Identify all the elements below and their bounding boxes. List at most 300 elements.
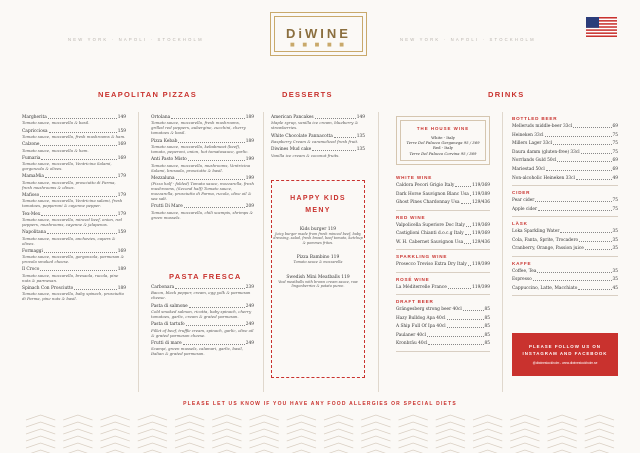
item-price: 209 bbox=[245, 204, 254, 210]
chevron-mark bbox=[138, 422, 167, 427]
dot-leader bbox=[560, 229, 611, 233]
menu-item bbox=[271, 115, 365, 130]
allergy-note: PLEASE LET US KNOW IF YOU HAVE ANY FOOD ALLERGIES OR SPECIAL DIETS bbox=[183, 401, 457, 407]
menu-item-row bbox=[512, 269, 618, 274]
menu-item-row bbox=[396, 200, 490, 205]
column-divider bbox=[138, 112, 139, 392]
menu-item-row bbox=[512, 238, 618, 243]
pizza-list-col1 bbox=[22, 115, 126, 305]
item-name: Mafioso bbox=[22, 192, 40, 198]
chevron-mark bbox=[287, 443, 316, 448]
item-description: Tomato sauce, mozzarella, mushrooms, Ventricina Salami, bresaola, prosciutto & basil. bbox=[151, 162, 251, 173]
item-price: 69 bbox=[612, 166, 618, 172]
item-description: Tomato sauce, mozzarella, prosciutto di Parma, fresh mushrooms & olives. bbox=[22, 179, 116, 190]
item-price: 135 bbox=[356, 147, 365, 153]
social-follow-box bbox=[512, 333, 618, 376]
social-links[interactable]: @diwinestockholm - www.diwinestockholm.se bbox=[532, 361, 598, 365]
house-wine-box bbox=[396, 116, 490, 165]
dot-leader bbox=[463, 307, 484, 311]
dot-leader bbox=[537, 269, 611, 273]
chevron-mark bbox=[399, 422, 428, 427]
item-name: Castiglioni Chianti d.o.c.g Italy bbox=[396, 231, 464, 237]
subsection-title: KAFFE bbox=[512, 260, 532, 266]
item-price: 45 bbox=[612, 285, 618, 291]
chevron-mark bbox=[212, 415, 241, 420]
chevron-mark bbox=[324, 429, 353, 434]
item-description: Raspberry Cream & caramelized fresh fruit. bbox=[271, 139, 359, 144]
menu-item-row bbox=[512, 176, 618, 181]
dot-leader bbox=[175, 285, 245, 289]
item-name: Frutti di mare bbox=[151, 340, 182, 346]
item-price: 119/399 bbox=[472, 262, 490, 268]
item-name: Norrlands Guld 50cl bbox=[512, 158, 557, 164]
separator bbox=[396, 210, 490, 211]
item-price: 159 bbox=[117, 128, 126, 134]
subsection-title: WHITE WINE bbox=[396, 175, 433, 180]
menu-item bbox=[151, 322, 254, 337]
chevron-mark bbox=[585, 429, 614, 434]
item-price: 35 bbox=[612, 246, 618, 252]
menu-item bbox=[22, 249, 126, 264]
dot-leader bbox=[45, 174, 117, 178]
item-description: Tomato sauce, mozzarella, baby spinach, prosciutto di Parma, pine nuts & basil. bbox=[22, 291, 124, 302]
item-description: Cold smoked salmon, ricotta, baby spinach, cherry tomatoes, garlic, cream & grated parmesan. bbox=[151, 309, 252, 319]
separator bbox=[396, 249, 490, 250]
item-price: 119/369 bbox=[472, 222, 490, 228]
menu-item-row bbox=[396, 285, 490, 290]
chevron-mark bbox=[63, 415, 92, 420]
item-name: American Pancakes bbox=[271, 115, 314, 120]
item-description: Tomato sauce, mozzarella & ham. bbox=[22, 147, 89, 153]
chevron-mark bbox=[212, 436, 241, 441]
menu-item bbox=[271, 147, 365, 157]
menu-item bbox=[512, 167, 618, 172]
subsection-title: CIDER bbox=[512, 189, 531, 195]
section-title-drinks: DRINKS bbox=[488, 90, 525, 99]
menu-item bbox=[396, 240, 490, 245]
item-name: Pizza Bambino bbox=[296, 255, 330, 261]
chevron-mark bbox=[510, 443, 539, 448]
dot-leader bbox=[40, 267, 116, 271]
menu-item bbox=[396, 324, 490, 329]
logo bbox=[270, 12, 367, 56]
item-name: Prosecco Treviso Extra Dry Italy bbox=[396, 262, 467, 268]
item-name: Caldora Pecori Grigio Italy bbox=[396, 183, 455, 188]
kids-menu-item bbox=[272, 275, 364, 289]
chevron-mark bbox=[101, 436, 130, 441]
dot-leader bbox=[448, 285, 471, 289]
menu-item bbox=[512, 176, 618, 181]
item-description: Fillet of beef, truffle cream, spinach, garlic, olive oil & grated parmesan cheese. bbox=[151, 327, 254, 338]
item-name: Paulaner 40cl bbox=[396, 332, 426, 338]
menu-item bbox=[22, 129, 126, 139]
item-description: Tomato sauce, mozzarella, chili scampis, shrimps & green mussels. bbox=[151, 209, 253, 220]
item-name: Pasta di salmone bbox=[151, 303, 188, 309]
item-price: 249 bbox=[245, 303, 254, 309]
menu-item-row bbox=[512, 207, 618, 212]
menu-item bbox=[396, 333, 490, 338]
menu-item bbox=[512, 246, 618, 251]
chevron-mark bbox=[436, 436, 465, 441]
item-name: Formaggi bbox=[22, 248, 43, 254]
section-title-pasta: PASTA FRESCA bbox=[169, 272, 242, 281]
item-price: 199 bbox=[245, 175, 254, 181]
menu-item-row bbox=[512, 229, 618, 234]
item-name: Melleruds middle-beer 33cl bbox=[512, 124, 573, 129]
dot-leader bbox=[188, 157, 245, 161]
menu-item-row bbox=[396, 240, 490, 245]
menu-item bbox=[271, 134, 365, 144]
item-price: 119 bbox=[330, 255, 340, 261]
dot-leader bbox=[176, 176, 245, 180]
item-name: Capricciosa bbox=[22, 128, 48, 134]
item-price: 149 bbox=[117, 115, 126, 120]
separator bbox=[512, 256, 618, 257]
dot-leader bbox=[538, 207, 612, 211]
item-name: Coffee, Tea bbox=[512, 268, 537, 274]
item-name: Cappuccino, Latte, Macchiato bbox=[512, 285, 578, 291]
chevron-mark bbox=[436, 415, 465, 420]
column-divider bbox=[263, 112, 264, 392]
item-description: (Pizza half - folded) Tomato sauce, mozzarella, fresh mushrooms, (Second half) Tomato sauce, mozzarella, prosciutto di Parma, rucola, olive oil & sea salt. bbox=[151, 181, 254, 202]
item-name: A Ship Full Of Ipa 40cl bbox=[396, 324, 446, 330]
column-divider bbox=[502, 112, 503, 392]
subsection-title: DRAFT BEER bbox=[396, 299, 434, 304]
menu-item bbox=[22, 115, 126, 125]
chevron-mark bbox=[585, 436, 614, 441]
menu-item-row bbox=[396, 341, 490, 346]
dot-leader bbox=[40, 193, 117, 197]
menu-item-row bbox=[512, 277, 618, 282]
menu-item bbox=[396, 262, 490, 267]
column-divider bbox=[378, 112, 379, 392]
dot-leader bbox=[464, 240, 471, 244]
item-name: Margherita bbox=[22, 115, 47, 120]
item-name: Kids burger bbox=[299, 227, 327, 232]
item-price: 35 bbox=[612, 237, 618, 243]
item-price: 119/369 bbox=[472, 183, 490, 188]
chevron-mark bbox=[250, 429, 279, 434]
item-name: Valpolicella Superiore Doc Italy bbox=[396, 222, 465, 228]
us-flag-icon[interactable] bbox=[586, 17, 617, 37]
item-price: 159 bbox=[117, 230, 126, 236]
dot-leader bbox=[178, 139, 244, 143]
item-name: Loka Sparkling Water bbox=[512, 228, 560, 234]
dot-leader bbox=[40, 142, 116, 146]
chevron-mark bbox=[399, 443, 428, 448]
menu-item bbox=[396, 192, 490, 197]
chevron-mark bbox=[361, 422, 390, 427]
dot-leader bbox=[461, 200, 472, 204]
dessert-list bbox=[271, 115, 365, 161]
house-wine-line: Terre Del Palazzo Garganega 95 / 369 bbox=[406, 140, 480, 146]
chevron-mark bbox=[510, 436, 539, 441]
item-description: Juicy burger made from fresh minced beef, baby dressing, salad, fresh bread, beef tomato, ketchup & pommes frites. bbox=[273, 232, 363, 245]
item-name: Tex-Mex bbox=[22, 211, 41, 217]
chevron-mark bbox=[473, 429, 502, 434]
item-price: 35 bbox=[612, 277, 618, 283]
menu-item bbox=[396, 307, 490, 312]
chevron-mark bbox=[26, 443, 55, 448]
item-name: Apple cider bbox=[512, 206, 538, 212]
dot-leader bbox=[535, 198, 611, 202]
menu-item-row bbox=[396, 183, 490, 188]
chevron-mark bbox=[324, 422, 353, 427]
item-price: 169 bbox=[117, 142, 126, 148]
kids-menu-item bbox=[272, 227, 364, 245]
item-name: La Méditerrelle France bbox=[396, 284, 447, 290]
menu-item bbox=[22, 230, 126, 245]
item-price: 69 bbox=[612, 158, 618, 164]
item-description: Tomato sauce & mozzarella bbox=[293, 260, 343, 265]
dot-leader bbox=[41, 212, 117, 216]
menu-item-row bbox=[512, 124, 618, 129]
menu-item-row bbox=[396, 316, 490, 321]
chevron-mark bbox=[250, 436, 279, 441]
subsection-title: SPARKLING WINE bbox=[396, 254, 448, 260]
item-description: Tomato sauce, mozzarella & basil. bbox=[22, 120, 90, 126]
dot-leader bbox=[171, 115, 245, 119]
house-wine-line: Red - Italy bbox=[433, 145, 453, 151]
item-name: Dark Horse Sauvignon Blanc Usa bbox=[396, 191, 469, 197]
chevron-mark bbox=[138, 436, 167, 441]
chevron-mark bbox=[361, 415, 390, 420]
menu-item-row bbox=[396, 223, 490, 228]
item-price: 169 bbox=[117, 155, 126, 161]
chevron-mark bbox=[510, 429, 539, 434]
item-price: 179 bbox=[117, 211, 126, 217]
menu-item-row bbox=[512, 167, 618, 172]
dot-leader bbox=[427, 333, 484, 337]
item-price: 129/436 bbox=[472, 239, 490, 245]
menu-item bbox=[151, 157, 254, 172]
item-name: Millers Lager 33cl bbox=[512, 141, 553, 147]
pasta-list bbox=[151, 285, 254, 359]
subsection-title: ROSÉ WINE bbox=[396, 276, 430, 282]
chevron-mark bbox=[548, 436, 577, 441]
menu-item bbox=[22, 193, 126, 208]
chevron-mark bbox=[63, 436, 92, 441]
chevron-mark bbox=[585, 415, 614, 420]
chevron-mark bbox=[361, 436, 390, 441]
subsection-title: BOTTLED BEER bbox=[512, 116, 558, 121]
dot-leader bbox=[47, 230, 117, 234]
chevron-mark bbox=[101, 429, 130, 434]
item-name: Hazy Bulldog Apa 40cl bbox=[396, 315, 446, 321]
dot-leader bbox=[581, 150, 612, 154]
menu-item bbox=[512, 269, 618, 274]
follow-line2: INSTAGRAM AND FACEBOOK bbox=[522, 351, 608, 356]
item-price: 189 bbox=[117, 267, 126, 273]
menu-item bbox=[396, 341, 490, 346]
menu-item bbox=[151, 341, 254, 356]
item-description: Tomato sauce, mozzarella, Ventricina salami, fresh tomatoes, pepperoni & cayenne pepper. bbox=[22, 198, 123, 209]
item-price: 75 bbox=[612, 197, 618, 203]
separator bbox=[396, 294, 490, 295]
dot-leader bbox=[553, 141, 611, 145]
chevron-mark bbox=[212, 429, 241, 434]
item-price: 119 bbox=[327, 227, 337, 232]
menu-item bbox=[512, 124, 618, 129]
chevron-mark bbox=[138, 443, 167, 448]
wine-list bbox=[396, 172, 490, 356]
item-description: Tomato sauce, mozzarella, minced beef, onion, red peppers, mushrooms, cayenne & jalapenos. bbox=[22, 216, 123, 227]
menu-item bbox=[512, 207, 618, 212]
chevron-mark bbox=[138, 429, 167, 434]
menu-item bbox=[512, 150, 618, 155]
item-description: Tomato sauce, mozzarella, kebabmeat (beef), tomato, peperoni, onion, hot tomatosauce, garlic. bbox=[151, 144, 249, 154]
item-name: Frutti Di Mare bbox=[151, 204, 183, 210]
section-title-pizza: NEAPOLITAN PIZZAS bbox=[98, 90, 198, 99]
item-price: 179 bbox=[117, 192, 126, 198]
chevron-mark bbox=[101, 443, 130, 448]
menu-item bbox=[151, 115, 254, 135]
header-cities-right: NEW YORK · NAPOLI · STOCKHOLM bbox=[400, 37, 536, 42]
menu-item bbox=[396, 285, 490, 290]
dot-leader bbox=[41, 156, 116, 160]
item-name: Non-alcoholic Heineken 33cl bbox=[512, 175, 575, 181]
item-description: Scampi, green mussels, calamari, garlic, basil, Italian & grated parmesan. bbox=[151, 346, 243, 357]
item-price: 119/369 bbox=[472, 231, 490, 237]
item-name: Ortolana bbox=[151, 115, 171, 120]
menu-item-row bbox=[512, 286, 618, 291]
chevron-mark bbox=[585, 443, 614, 448]
item-price: 239 bbox=[245, 285, 254, 290]
item-name: Heineken 33cl bbox=[512, 132, 544, 138]
item-price: 249 bbox=[245, 340, 254, 346]
chevron-mark bbox=[175, 429, 204, 434]
dot-leader bbox=[573, 124, 611, 128]
chevron-mark bbox=[175, 415, 204, 420]
dot-leader bbox=[578, 286, 611, 290]
item-description: Tomato sauce, mozzarella, fresh mushrooms, grilled red peppers, aubergine, zucchini, cherry tomatoes & basil. bbox=[151, 120, 246, 136]
chevron-mark bbox=[212, 443, 241, 448]
chevron-mark bbox=[324, 415, 353, 420]
item-price: 129/436 bbox=[472, 200, 490, 206]
chevron-mark bbox=[324, 436, 353, 441]
menu-item bbox=[396, 183, 490, 188]
chevron-mark bbox=[399, 436, 428, 441]
item-name: White Chocolate Pannacotta bbox=[271, 133, 333, 139]
kids-title-line1: HAPPY KIDS bbox=[290, 195, 346, 202]
pizza-list-col2 bbox=[151, 115, 254, 223]
item-description: Veal meatballs with brown cream sauce, raw lingonberries & potato puree. bbox=[278, 279, 358, 289]
item-name: Pear cider bbox=[512, 197, 535, 203]
menu-item bbox=[396, 200, 490, 205]
item-name: Ghost Pines Chardonnay Usa bbox=[396, 200, 460, 206]
menu-item-row bbox=[396, 324, 490, 329]
item-price: 149 bbox=[356, 115, 365, 120]
separator bbox=[396, 351, 490, 352]
item-price: 69 bbox=[612, 124, 618, 129]
item-price: 49 bbox=[612, 175, 618, 181]
menu-item-row bbox=[512, 158, 618, 163]
chevron-mark bbox=[473, 422, 502, 427]
follow-line1: PLEASE FOLLOW US ON bbox=[529, 344, 601, 349]
kids-menu-list bbox=[272, 227, 364, 288]
item-name: MamaMia bbox=[22, 174, 44, 180]
chevron-mark bbox=[548, 422, 577, 427]
chevron-mark bbox=[510, 422, 539, 427]
menu-item bbox=[22, 286, 126, 301]
item-name: Spinach Con Prosciutto bbox=[22, 285, 74, 291]
dot-leader bbox=[465, 231, 471, 235]
item-price: 189 bbox=[245, 115, 254, 120]
item-name: Mezzaluna bbox=[151, 175, 175, 181]
chevron-mark bbox=[510, 415, 539, 420]
menu-item bbox=[151, 176, 254, 201]
item-price: 85 bbox=[484, 315, 490, 321]
chevron-mark bbox=[175, 436, 204, 441]
dot-leader bbox=[447, 316, 484, 320]
dot-leader bbox=[579, 238, 611, 242]
item-name: Daura damm (gluten-free) 33cl bbox=[512, 149, 580, 155]
menu-item bbox=[22, 212, 126, 227]
chevron-mark bbox=[399, 429, 428, 434]
item-name: Cranberry, Orange, Passion juice bbox=[512, 246, 584, 252]
menu-item bbox=[22, 142, 126, 152]
separator bbox=[512, 216, 618, 217]
menu-item bbox=[512, 141, 618, 146]
dot-leader bbox=[334, 134, 356, 138]
menu-item-row bbox=[512, 198, 618, 203]
kids-menu-title bbox=[272, 193, 364, 217]
section-title-desserts: DESSERTS bbox=[282, 90, 333, 99]
chevron-mark bbox=[548, 443, 577, 448]
menu-item bbox=[512, 286, 618, 291]
chevron-mark bbox=[26, 436, 55, 441]
dot-leader bbox=[466, 223, 471, 227]
chevron-mark bbox=[436, 443, 465, 448]
dot-leader bbox=[49, 129, 117, 133]
item-name: W. H. Cabernet Sauvignon Usa bbox=[396, 239, 464, 245]
chevron-mark bbox=[63, 429, 92, 434]
chevron-mark bbox=[101, 415, 130, 420]
item-price: 169 bbox=[117, 248, 126, 254]
menu-item bbox=[151, 304, 254, 319]
chevron-mark bbox=[287, 415, 316, 420]
dot-leader bbox=[468, 262, 471, 266]
chevron-mark bbox=[361, 429, 390, 434]
chevron-mark bbox=[26, 422, 55, 427]
chevron-mark bbox=[26, 415, 55, 420]
logo-dots: ■ ■ ■ ■ ■ bbox=[290, 42, 347, 48]
item-name: Grängesberg strong beer 40cl bbox=[396, 307, 462, 312]
item-price: 119/389 bbox=[472, 191, 490, 197]
item-name: Il Croco bbox=[22, 267, 40, 273]
item-description: Bacon, black pepper, cream, egg yolk & parmesan cheese. bbox=[151, 290, 251, 301]
item-name: Napolitana bbox=[22, 230, 47, 236]
chevron-mark bbox=[26, 429, 55, 434]
item-price: 135 bbox=[356, 133, 365, 139]
menu-item bbox=[396, 223, 490, 228]
dot-leader bbox=[428, 341, 483, 345]
chevron-mark bbox=[138, 415, 167, 420]
chevron-mark bbox=[287, 422, 316, 427]
item-price: 199 bbox=[245, 157, 254, 163]
item-price: 189 bbox=[245, 138, 254, 144]
menu-item-row bbox=[512, 141, 618, 146]
item-price: 85 bbox=[484, 324, 490, 330]
chevron-mark bbox=[212, 422, 241, 427]
chevron-mark bbox=[175, 443, 204, 448]
item-price: 35 bbox=[612, 268, 618, 274]
menu-item bbox=[512, 277, 618, 282]
logo-text: DiWINE bbox=[286, 26, 351, 41]
item-name: Fumaria bbox=[22, 155, 41, 161]
dot-leader bbox=[315, 115, 356, 119]
house-wine-line: White - Italy bbox=[431, 135, 455, 140]
